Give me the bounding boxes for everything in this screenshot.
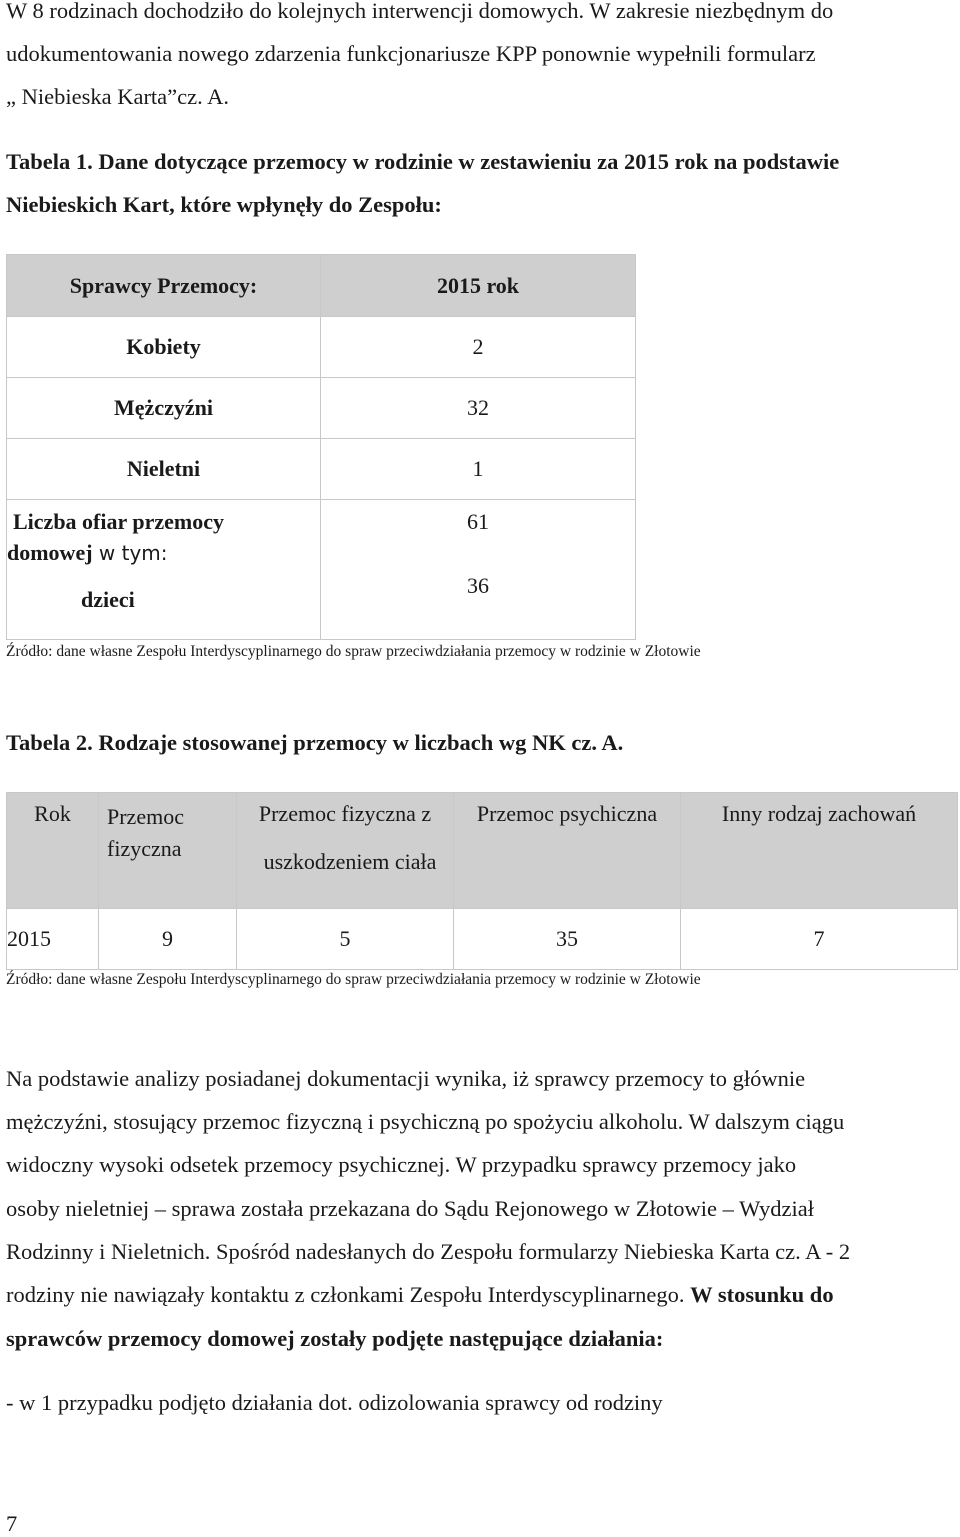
table2-header-rok [7,793,99,909]
body-line-4: osoby nieletniej – sprawa została przekazana do Sądu Rejonowego w Złotowie – Wydział [6,1196,814,1221]
table-row [7,378,636,439]
table1-caption-line-2: Niebieskich Kart, które wpłynęły do Zespołu: [6,192,442,217]
body-line-1: Na podstawie analizy posiadanej dokumentacji wynika, iż sprawcy przemocy to głównie [6,1066,806,1091]
table2-cell-fizuszk: 5 [237,909,454,970]
victims-label-bold2: domowej [7,540,93,565]
page-number: 7 [6,1511,18,1536]
header-fiz-line1: Przemoc [107,804,184,829]
table2-header-inny [681,793,958,909]
body-line-6-bold: W stosunku do [690,1282,834,1307]
header-inny-text: Inny rodzaj zachowań [721,801,917,826]
table1-header-col1: Sprawcy Przemocy: [7,255,321,317]
victims-value-total: 61 [467,509,489,534]
action-bullet: - w 1 przypadku podjęto działania dot. odizolowania sprawcy od rodziny [6,1390,663,1415]
table1-header-col2: 2015 rok [321,255,636,317]
body-line-5: Rodzinny i Nieletnich. Spośród nadesłanych do Zespołu formularzy Niebieska Karta cz. A - 2 [6,1239,851,1264]
table1-header-row [7,255,636,317]
header-psych-text: Przemoc psychiczna [476,801,658,826]
header-fiz-line2: fizyczna [107,836,182,861]
table-row [7,909,958,970]
body-line-7: sprawców przemocy domowej zostały podjęte następujące działania: [6,1326,664,1351]
table2-header-fizyczna [99,793,237,909]
victims-label-line1 [13,509,224,535]
table-row [7,317,636,378]
table2-cell-psych: 35 [454,909,681,970]
table1-row-label: Nieletni [7,439,321,500]
body-line-6-normal: rodziny nie nawiązały kontaktu z członkami Zespołu Interdyscyplinarnego. [6,1282,691,1307]
table2-source: Źródło: dane własne Zespołu Interdyscyplinarnego do spraw przeciwdziałania przemocy w rodzinie w Złotowie [6,971,701,988]
victims-label-normal: w tym: [92,541,168,565]
victims-sub-label: dzieci [81,587,135,612]
table1-row-label: Kobiety [7,317,321,378]
body-line-2: mężczyźni, stosujący przemoc fizyczną i psychiczną po spożyciu alkoholu. W dalszym ciągu [6,1109,845,1134]
table-perpetrators [6,254,636,640]
victims-value-children: 36 [467,573,489,598]
table2-caption: Tabela 2. Rodzaje stosowanej przemocy w liczbach wg NK cz. A. [6,730,624,755]
victims-label-line2 [7,540,168,566]
table2-header-row [7,793,958,909]
body-line-3: widoczny wysoki odsetek przemocy psychicznej. W przypadku sprawcy przemocy jako [6,1152,797,1177]
table2-cell-rok: 2015 [7,909,99,970]
table2-header-fizyczna-uszkodzenie [237,793,454,909]
intro-line-3: „ Niebieska Karta”cz. A. [6,84,230,109]
header-fizuszk-line2: uszkodzeniem ciała [263,849,437,874]
table-row [7,439,636,500]
table1-victims-label-cell [7,500,321,640]
header-fizuszk-line1: Przemoc fizyczna z [258,801,432,826]
table2-header-psychiczna [454,793,681,909]
table1-row-value: 2 [321,317,636,378]
body-line-6 [6,1282,834,1308]
table2-cell-fiz: 9 [99,909,237,970]
victims-label-bold: Liczba ofiar przemocy [13,509,224,534]
table1-row-label: Mężczyźni [7,378,321,439]
table1-source: Źródło: dane własne Zespołu Interdyscyplinarnego do spraw przeciwdziałania przemocy w rodzinie w Złotowie [6,643,701,660]
table1-caption-line-1: Tabela 1. Dane dotyczące przemocy w rodzinie w zestawieniu za 2015 rok na podstawie [6,149,840,174]
intro-line-2: udokumentowania nowego zdarzenia funkcjonariusze KPP ponownie wypełnili formularz [6,41,816,66]
table2-cell-inny: 7 [681,909,958,970]
header-rok-text: Rok [34,801,71,826]
table1-victims-value-cell [321,500,636,640]
table1-row-value: 1 [321,439,636,500]
table-row-victims [7,500,636,640]
intro-line-1: W 8 rodzinach dochodziło do kolejnych interwencji domowych. W zakresie niezbędnym do [6,0,834,23]
table1-row-value: 32 [321,378,636,439]
table-violence-types [6,792,958,970]
